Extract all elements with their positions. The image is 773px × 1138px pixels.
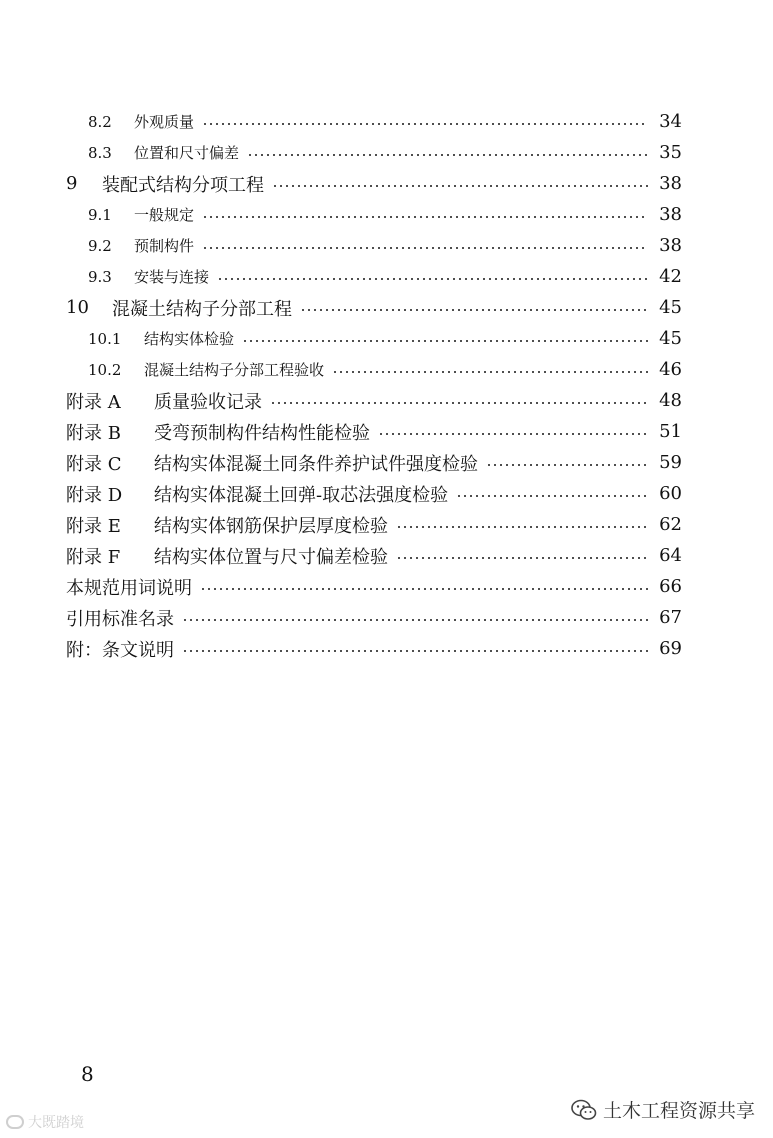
toc-entry-title: 一般规定 [134,206,195,224]
toc-entry [66,323,682,354]
toc-entry-title: 结构实体混凝土回弹-取芯法强度检验 [154,484,449,506]
toc-entry [66,230,682,261]
table-of-contents [66,106,682,664]
toc-entry-page: 66 [659,576,682,597]
dot-leader [182,650,648,652]
dot-leader [242,340,648,342]
toc-entry-number: 附录 A [66,391,121,413]
dot-leader [202,247,648,249]
toc-entry-number: 10 [66,297,89,318]
toc-entry [66,261,682,292]
toc-entry-page: 67 [659,607,682,628]
dot-leader [270,402,648,404]
dot-leader [456,495,648,497]
dot-leader [486,464,648,466]
toc-entry-title: 质量验收记录 [154,391,262,413]
toc-entry-title: 结构实体钢筋保护层厚度检验 [154,515,388,537]
dot-leader [378,433,648,435]
watermark-right [571,1096,755,1123]
toc-entry-page: 34 [659,111,682,132]
toc-entry-title: 本规范用词说明 [66,577,192,599]
toc-entry [66,478,682,509]
toc-entry-number: 9 [66,173,78,194]
toc-entry-title: 结构实体检验 [144,330,235,348]
toc-entry-title: 混凝土结构子分部工程 [112,298,292,320]
dot-leader [300,309,648,311]
toc-entry-number: 10.1 [88,329,122,348]
toc-entry-page: 59 [659,452,682,473]
toc-entry-title: 附：条文说明 [66,639,174,661]
toc-entry [66,385,682,416]
toc-entry [66,633,682,664]
watermark-right-text: 土木工程资源共享 [602,1100,755,1122]
toc-entry-page: 62 [659,514,682,535]
toc-entry-page: 64 [659,545,682,566]
toc-entry-number: 8.3 [88,143,112,162]
toc-entry [66,137,682,168]
toc-entry-number: 附录 E [66,515,121,537]
dot-leader [217,278,648,280]
toc-entry [66,540,682,571]
dot-leader [182,619,648,621]
watermark-logo-icon [6,1115,24,1129]
toc-entry [66,509,682,540]
page-number: 8 [81,1062,94,1086]
dot-leader [247,154,648,156]
dot-leader [396,526,648,528]
toc-entry [66,354,682,385]
toc-entry-number: 10.2 [88,360,122,379]
toc-entry-page: 38 [659,235,682,256]
toc-entry-page: 42 [659,266,682,287]
dot-leader [202,123,648,125]
toc-entry-number: 附录 D [66,484,123,506]
toc-entry-number: 附录 C [66,453,122,475]
dot-leader [202,216,648,218]
toc-entry-page: 45 [659,297,682,318]
toc-entry-number: 9.1 [88,205,112,224]
toc-entry-title: 引用标准名录 [66,608,174,630]
toc-entry [66,571,682,602]
watermark-left [6,1112,84,1132]
toc-entry-number: 9.2 [88,236,112,255]
toc-entry [66,292,682,323]
watermark-left-text: 大既踏境 [28,1115,84,1131]
toc-entry [66,106,682,137]
toc-entry-number: 8.2 [88,112,112,131]
toc-entry [66,447,682,478]
dot-leader [396,557,648,559]
toc-entry-title: 预制构件 [134,237,195,255]
toc-entry-title: 外观质量 [134,113,195,131]
toc-entry [66,416,682,447]
toc-entry-title: 受弯预制构件结构性能检验 [154,422,370,444]
toc-entry-page: 46 [659,359,682,380]
dot-leader [200,588,648,590]
toc-entry-title: 装配式结构分项工程 [102,174,264,196]
toc-entry-page: 51 [659,421,682,442]
toc-entry-page: 48 [659,390,682,411]
toc-entry [66,168,682,199]
toc-entry-title: 位置和尺寸偏差 [134,144,240,162]
dot-leader [332,371,648,373]
wechat-icon [571,1099,597,1121]
toc-entry-title: 结构实体混凝土同条件养护试件强度检验 [154,453,478,475]
toc-entry-number: 9.3 [88,267,112,286]
toc-entry-title: 混凝土结构子分部工程验收 [144,361,325,379]
toc-entry-page: 38 [659,204,682,225]
toc-entry-page: 60 [659,483,682,504]
toc-entry [66,199,682,230]
toc-entry-page: 69 [659,638,682,659]
toc-entry-title: 结构实体位置与尺寸偏差检验 [154,546,388,568]
toc-entry-number: 附录 B [66,422,121,444]
toc-entry-page: 45 [659,328,682,349]
toc-entry-page: 38 [659,173,682,194]
toc-entry-title: 安装与连接 [134,268,210,286]
toc-entry-page: 35 [659,142,682,163]
toc-entry-number: 附录 F [66,546,121,568]
toc-entry [66,602,682,633]
dot-leader [272,185,648,187]
